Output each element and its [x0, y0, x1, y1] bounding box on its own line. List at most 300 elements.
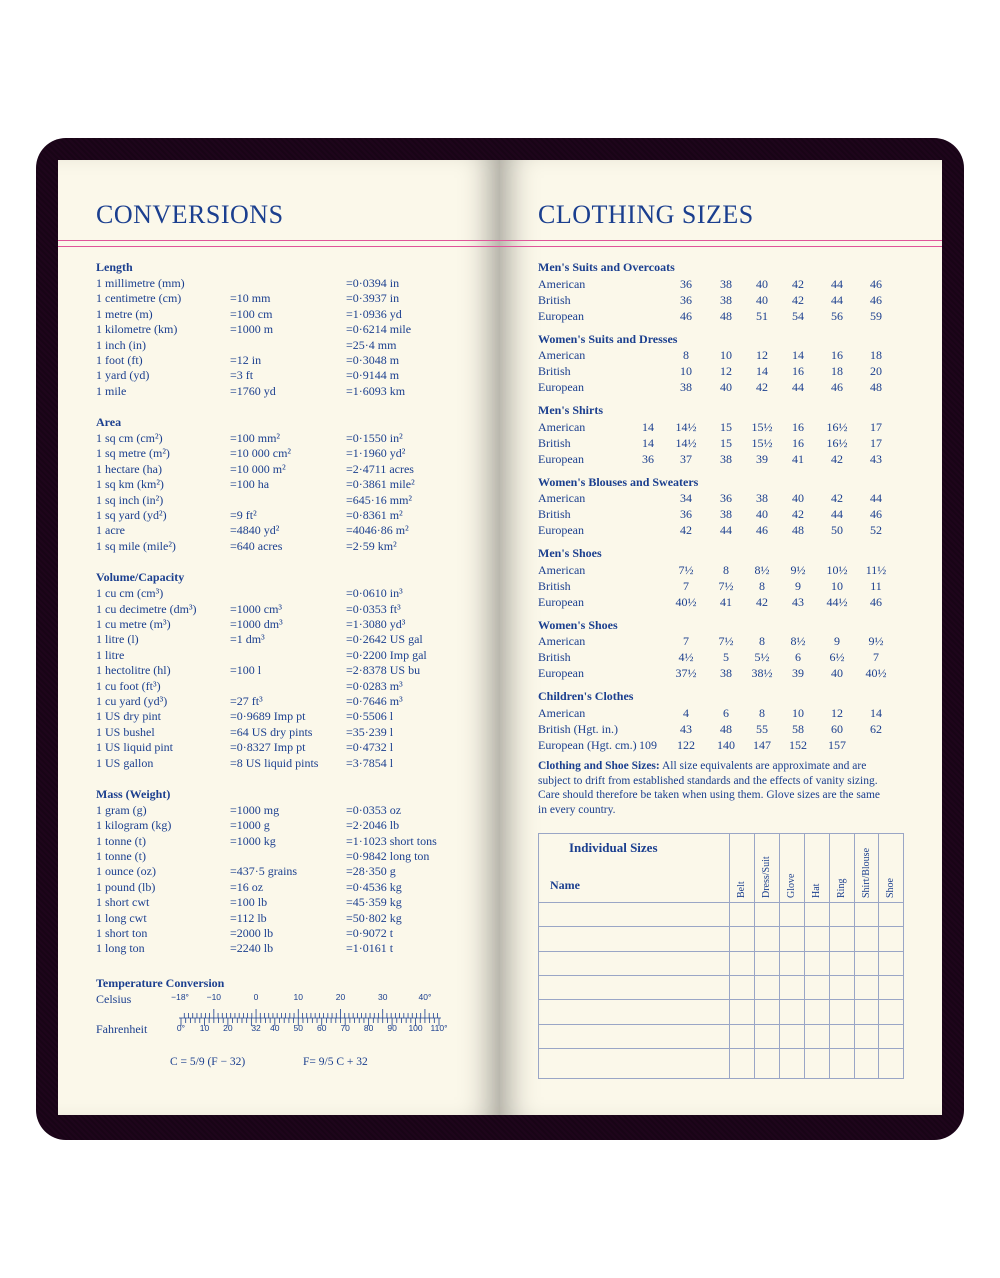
size-value: 16: [792, 435, 804, 450]
conversion-row: [96, 709, 466, 724]
size-value: 8: [759, 634, 765, 648]
size-value: 44: [792, 380, 804, 394]
size-value: 14: [642, 435, 654, 450]
title-rule: [500, 240, 942, 247]
conversion-cell: =9 ft²: [230, 508, 257, 522]
size-group-heading: Children's Clothes: [538, 689, 634, 703]
size-value: 42: [756, 380, 768, 394]
page-title-conversions: CONVERSIONS: [96, 200, 284, 229]
size-row-label: American: [538, 562, 586, 577]
size-value: 40: [831, 666, 843, 680]
conversion-cell: =0·6214 mile: [346, 322, 412, 337]
conversion-cell: =100 ha: [230, 477, 270, 492]
conversion-cell: 1 yard (yd): [96, 368, 150, 383]
size-row-label: British (Hgt. in.): [538, 721, 618, 736]
column-divider: [779, 834, 780, 1078]
size-value: 16½: [826, 435, 848, 450]
conversion-row: [96, 864, 466, 879]
size-value: 9: [834, 634, 840, 648]
conversion-cell: =1·0936 yd: [346, 306, 402, 321]
conversion-cell: =100 lb: [230, 895, 268, 910]
conversion-cell: =0·5506 l: [346, 709, 394, 724]
conversion-cell: 1 sq cm (cm²): [96, 431, 163, 445]
fahrenheit-tick-label: 80: [363, 1023, 374, 1033]
size-value: 44: [870, 491, 882, 505]
table-row-divider: [539, 1024, 903, 1025]
conversion-cell: =50·802 kg: [346, 910, 402, 925]
conversion-cell: 1 cu decimetre (dm³): [96, 601, 197, 616]
conversion-cell: =0·9689 Imp pt: [230, 709, 306, 724]
conversion-cell: 1 sq inch (in²): [96, 492, 164, 507]
conversion-cell: =27 ft³: [230, 693, 263, 708]
size-value: 38: [720, 666, 732, 680]
conversion-cell: =16 oz: [230, 879, 264, 894]
table-row-divider: [539, 999, 903, 1000]
size-value: 7: [873, 650, 879, 664]
conversion-cell: =1·1960 yd²: [346, 446, 406, 461]
conversion-cell: 1 cu foot (ft³): [96, 678, 161, 693]
size-value: 56: [831, 308, 843, 323]
conversion-cell: 1 litre: [96, 647, 125, 662]
column-header: Shoe: [885, 878, 897, 898]
conversion-cell: 1 kilometre (km): [96, 322, 178, 337]
size-value: 38: [720, 507, 732, 521]
size-value: 16: [831, 348, 843, 362]
size-value: 60: [831, 721, 843, 736]
conversion-cell: =437·5 grains: [230, 864, 298, 879]
size-value: 54: [792, 308, 804, 323]
size-value: 8: [759, 705, 765, 720]
conversion-row: [96, 849, 466, 864]
size-value: 46: [680, 308, 692, 323]
size-value: 44: [720, 523, 732, 537]
conversion-row: [96, 941, 466, 956]
conversion-row: [96, 880, 466, 895]
conversion-row: [96, 740, 466, 755]
size-value: 18: [831, 364, 843, 378]
fahrenheit-tick-label: 70: [340, 1023, 350, 1033]
column-divider: [878, 834, 879, 1078]
size-row: [538, 579, 918, 594]
conversion-cell: =1·3080 yd³: [346, 616, 406, 631]
size-row-label: European: [538, 594, 584, 609]
size-value: 48: [720, 721, 732, 736]
size-value: 43: [792, 594, 804, 609]
conversion-cell: =0·4732 l: [346, 740, 394, 755]
size-value: 36: [680, 292, 692, 307]
size-value: 44: [831, 292, 843, 307]
size-value: 14: [870, 705, 882, 720]
size-row: [538, 436, 918, 451]
conversion-cell: =10 000 cm²: [230, 446, 292, 461]
section-heading: Area: [96, 415, 122, 430]
size-value: 5½: [754, 650, 770, 664]
size-value: 38: [756, 491, 768, 505]
conversion-cell: =3·7854 l: [346, 755, 394, 770]
conversion-cell: 1 cu metre (m³): [96, 616, 171, 631]
size-value: 43: [680, 721, 692, 736]
section-heading: Volume/Capacity: [96, 570, 185, 585]
size-value: 152: [789, 737, 807, 752]
size-group-heading: Men's Suits and Overcoats: [538, 260, 675, 274]
size-row: [538, 420, 918, 435]
fahrenheit-tick-label: 110°: [430, 1023, 448, 1033]
size-value: 36: [680, 276, 692, 291]
conversion-cell: =1000 cm³: [230, 601, 283, 616]
conversion-row: [96, 523, 466, 538]
name-column-label: Name: [550, 878, 580, 892]
conversion-row: [96, 276, 466, 291]
conversion-cell: 1 pound (lb): [96, 879, 156, 894]
conversion-cell: =1000 mg: [230, 802, 280, 817]
size-value: 7: [683, 634, 689, 648]
size-row-label: British: [538, 435, 571, 450]
column-header: Ring: [835, 878, 847, 898]
size-value: 122: [677, 737, 695, 752]
size-group-heading: Women's Shoes: [538, 617, 618, 632]
conversion-cell: =100 mm²: [230, 431, 281, 445]
size-value: 7: [683, 578, 689, 593]
size-value: 42: [792, 507, 804, 521]
column-divider: [754, 834, 755, 1078]
size-value: 8½: [790, 634, 806, 648]
conversion-cell: 1 foot (ft): [96, 352, 143, 367]
table-row-divider: [539, 951, 903, 952]
conversion-row: [96, 602, 466, 617]
size-row: [538, 666, 918, 681]
conversion-cell: 1 tonne (t): [96, 833, 146, 848]
conversion-cell: =2·2046 lb: [346, 818, 400, 833]
conversion-cell: 1 short ton: [96, 926, 148, 940]
size-value: 37½: [675, 666, 697, 680]
conversion-cell: 1 hectare (ha): [96, 461, 162, 476]
size-row-label: European (Hgt. cm.): [538, 737, 637, 752]
conversion-cell: =100 cm: [230, 306, 273, 321]
conversion-cell: 1 ounce (oz): [96, 864, 156, 879]
table-row-divider: [539, 975, 903, 976]
conversion-cell: =0·8327 Imp pt: [230, 740, 306, 755]
size-row-label: American: [538, 276, 586, 291]
conversion-cell: 1 US liquid pint: [96, 740, 174, 755]
size-value: 42: [831, 491, 843, 505]
conversion-cell: =1000 m: [230, 322, 274, 337]
size-value: 38: [680, 380, 692, 394]
size-value: 7½: [678, 562, 694, 577]
size-value: 14½: [675, 419, 697, 434]
conversion-cell: =100 l: [230, 663, 262, 678]
celsius-tick-label: −10: [206, 992, 222, 1002]
size-value: 40: [756, 292, 768, 307]
conversion-row: [96, 368, 466, 383]
conversion-cell: =645·16 mm²: [346, 492, 413, 507]
conversion-row: [96, 803, 466, 818]
section-heading: Mass (Weight): [96, 786, 171, 801]
conversion-cell: 1 US bushel: [96, 724, 155, 739]
size-row: [538, 722, 918, 737]
size-value: 46: [756, 523, 768, 537]
size-row: [538, 380, 918, 395]
size-row: [538, 452, 918, 467]
conversion-cell: =12 in: [230, 352, 262, 367]
size-value: 14½: [675, 435, 697, 450]
size-value: 147: [753, 737, 771, 752]
conversion-cell: 1 long ton: [96, 941, 145, 956]
size-row: [538, 348, 918, 363]
size-value: 14: [756, 364, 768, 378]
size-group-heading: Women's Suits and Dresses: [538, 331, 678, 346]
conversion-cell: =0·1550 in²: [346, 431, 403, 445]
fahrenheit-tick-label: 40: [270, 1023, 280, 1033]
conversion-row: [96, 694, 466, 709]
formula-fahrenheit: F= 9/5 C + 32: [303, 1056, 368, 1068]
column-divider: [854, 834, 855, 1078]
size-row: [538, 277, 918, 292]
size-value: 46: [870, 276, 882, 291]
fahrenheit-tick-label: 50: [293, 1023, 303, 1033]
size-value: 44: [831, 276, 843, 291]
size-value: 51: [756, 308, 768, 323]
conversion-cell: =1000 kg: [230, 833, 276, 848]
size-value: 16: [792, 419, 804, 434]
conversion-cell: =0·9144 m: [346, 368, 400, 383]
size-value: 7½: [718, 634, 734, 648]
conversion-cell: =1·6093 km: [346, 383, 406, 398]
size-value: 39: [756, 451, 768, 466]
celsius-tick-label: 0: [253, 992, 259, 1002]
size-value: 40½: [865, 666, 887, 680]
size-value: 9½: [868, 634, 884, 648]
conversion-cell: 1 kilogram (kg): [96, 818, 172, 833]
conversion-cell: =0·3861 mile²: [346, 477, 415, 492]
size-value: 6: [723, 705, 729, 720]
temperature-heading: Temperature Conversion: [96, 976, 225, 990]
column-header: Shirt/Blouse: [860, 847, 872, 898]
column-header: Glove: [785, 873, 797, 898]
size-value: 40: [756, 276, 768, 291]
conversion-row: [96, 291, 466, 306]
size-value: 48: [720, 308, 732, 323]
conversion-row: [96, 508, 466, 523]
conversion-cell: 1 long cwt: [96, 910, 147, 925]
conversion-row: [96, 462, 466, 477]
size-row-label: British: [538, 292, 571, 307]
size-value: 10: [680, 364, 692, 378]
conversion-row: [96, 539, 466, 554]
size-value: 42: [792, 292, 804, 307]
conversion-cell: =10 mm: [230, 291, 271, 306]
celsius-tick-label: 20: [335, 992, 346, 1002]
size-value: 39: [792, 666, 804, 680]
column-divider: [804, 834, 805, 1078]
size-value: 46: [870, 507, 882, 521]
conversion-cell: 1 sq km (km²): [96, 477, 164, 492]
note-line: in every country.: [538, 803, 616, 816]
conversion-row: [96, 725, 466, 740]
fahrenheit-tick-label: 10: [199, 1023, 210, 1033]
conversion-cell: =64 US dry pints: [230, 724, 313, 739]
size-value: 48: [792, 523, 804, 537]
celsius-tick-label: 40°: [418, 992, 432, 1002]
size-row: [538, 634, 918, 649]
table-row-divider: [539, 902, 903, 903]
size-value: 41: [720, 594, 732, 609]
conversion-cell: =0·0283 m³: [346, 678, 403, 693]
fahrenheit-label: Fahrenheit: [96, 1022, 148, 1036]
conversion-cell: =0·0353 oz: [346, 802, 402, 817]
column-divider: [729, 834, 730, 1078]
table-row-divider: [539, 1048, 903, 1049]
column-header: Hat: [810, 883, 822, 898]
conversion-row: [96, 322, 466, 337]
column-header: Belt: [736, 881, 747, 898]
conversion-row: [96, 679, 466, 694]
conversion-cell: =2·59 km²: [346, 538, 397, 553]
conversion-row: [96, 477, 466, 492]
conversion-cell: =0·9842 long ton: [346, 849, 430, 863]
individual-sizes-table: [538, 833, 904, 1079]
size-value: 8: [683, 348, 689, 362]
conversion-cell: =1 dm³: [230, 632, 265, 647]
size-value: 11: [870, 578, 882, 593]
column-divider: [829, 834, 830, 1078]
size-value: 10: [831, 578, 843, 593]
conversion-cell: =1000 g: [230, 818, 270, 833]
conversion-row: [96, 617, 466, 632]
conversion-cell: =0·7646 m³: [346, 693, 403, 708]
size-value: 7½: [718, 578, 734, 593]
celsius-tick-label: −18°: [171, 992, 189, 1002]
conversion-cell: 1 cu cm (cm³): [96, 586, 164, 601]
conversion-cell: =4046·86 m²: [346, 523, 409, 538]
size-value: 16½: [826, 419, 848, 434]
size-value: 9: [795, 578, 801, 593]
size-value: 4: [683, 705, 689, 720]
size-row-label: European: [538, 308, 584, 323]
note-heading: Clothing and Shoe Sizes:: [538, 760, 660, 772]
right-page: [500, 160, 942, 1115]
size-value: 17: [870, 419, 882, 434]
conversion-row: [96, 493, 466, 508]
conversion-cell: =2000 lb: [230, 926, 274, 940]
size-row-label: British: [538, 507, 571, 521]
fahrenheit-tick-label: 100: [408, 1023, 423, 1033]
size-row: [538, 507, 918, 522]
size-row-label: European: [538, 451, 584, 466]
conversion-row: [96, 384, 466, 399]
size-group-heading: Men's Shoes: [538, 546, 602, 560]
size-value: 42: [680, 523, 692, 537]
size-value: 15: [720, 435, 732, 450]
column-header: Dress/Suit: [760, 856, 772, 898]
page-title-clothing-sizes: CLOTHING SIZES: [538, 200, 754, 229]
conversion-cell: =0·0394 in: [346, 275, 400, 290]
conversion-row: [96, 818, 466, 833]
size-value: 40: [720, 380, 732, 394]
size-row: [538, 706, 918, 721]
size-row-label: American: [538, 348, 586, 362]
conversion-cell: =112 lb: [230, 910, 267, 925]
celsius-tick-label: 10: [293, 992, 303, 1002]
size-row: [538, 650, 918, 665]
size-row: [538, 595, 918, 610]
size-row-label: American: [538, 419, 586, 434]
size-value: 10: [792, 705, 804, 720]
conversion-cell: =10 000 m²: [230, 461, 286, 476]
size-value: 42: [831, 451, 843, 466]
conversion-row: [96, 353, 466, 368]
size-value: 15½: [751, 435, 773, 450]
conversion-cell: 1 short cwt: [96, 895, 150, 910]
size-value: 15: [720, 419, 732, 434]
size-value: 140: [717, 737, 735, 752]
conversion-cell: 1 millimetre (mm): [96, 275, 185, 290]
size-value: 38: [720, 451, 732, 466]
fahrenheit-tick-label: 32: [251, 1023, 261, 1033]
conversion-cell: 1 hectolitre (hl): [96, 663, 171, 678]
conversion-row: [96, 431, 466, 446]
conversion-cell: =0·3937 in: [346, 291, 400, 306]
size-value: 109: [639, 737, 657, 752]
size-value: 55: [756, 721, 768, 736]
size-value: 43: [870, 451, 882, 466]
size-value: 46: [870, 292, 882, 307]
size-value: 15½: [751, 419, 773, 434]
size-value: 38: [720, 292, 732, 307]
note-line: subject to drift from established standards and the effects of vanity sizing.: [538, 774, 878, 787]
size-value: 36: [642, 451, 654, 466]
conversion-cell: 1 gram (g): [96, 802, 147, 817]
conversion-row: [96, 663, 466, 678]
note-line: All size equivalents are approximate and are: [659, 760, 867, 772]
conversion-cell: =2·8378 US bu: [346, 663, 421, 678]
size-value: 10½: [826, 562, 848, 577]
size-value: 4½: [678, 650, 694, 664]
conversion-cell: =640 acres: [230, 538, 283, 553]
size-value: 46: [870, 594, 882, 609]
conversion-row: [96, 895, 466, 910]
conversion-cell: 1 US dry pint: [96, 709, 162, 724]
size-value: 14: [792, 348, 804, 362]
note-line: Care should therefore be taken when using them. Glove sizes are the same: [538, 789, 881, 801]
size-value: 48: [870, 380, 882, 394]
conversion-row: [96, 756, 466, 771]
conversion-cell: =45·359 kg: [346, 895, 402, 910]
sizes-note: [538, 759, 908, 817]
size-row-label: British: [538, 650, 571, 664]
conversion-cell: 1 sq yard (yd²): [96, 508, 167, 522]
size-value: 62: [870, 721, 882, 736]
size-row-label: American: [538, 705, 586, 720]
size-value: 8½: [754, 562, 770, 577]
size-row: [538, 738, 918, 753]
conversion-row: [96, 307, 466, 322]
size-value: 36: [680, 507, 692, 521]
conversion-row: [96, 834, 466, 849]
left-page: [58, 160, 500, 1115]
conversion-cell: =0·0353 ft³: [346, 601, 401, 616]
conversion-cell: =8 US liquid pints: [230, 755, 319, 770]
size-row-label: British: [538, 578, 571, 593]
conversion-cell: =0·8361 m²: [346, 508, 403, 522]
conversion-cell: =2240 lb: [230, 941, 274, 956]
size-row-label: American: [538, 491, 586, 505]
size-value: 6½: [829, 650, 845, 664]
conversion-cell: =1760 yd: [230, 383, 276, 398]
size-value: 34: [680, 491, 692, 505]
conversion-cell: 1 sq mile (mile²): [96, 538, 176, 553]
size-group-heading: Women's Blouses and Sweaters: [538, 474, 699, 489]
size-value: 20: [870, 364, 882, 378]
